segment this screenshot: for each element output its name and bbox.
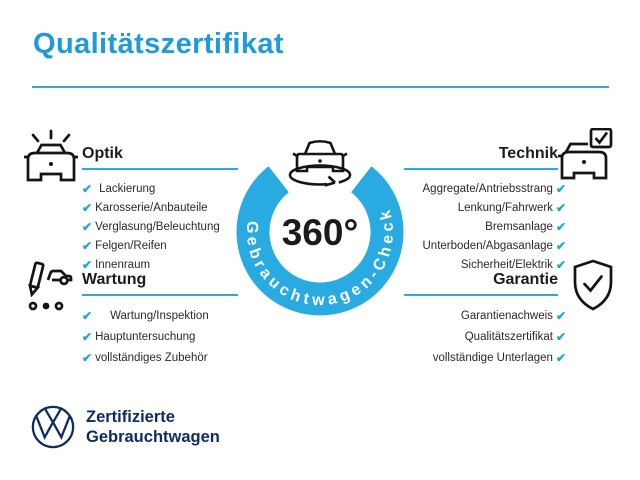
item-label: Bremsanlage	[485, 220, 553, 233]
item-label: Unterboden/Abgasanlage	[422, 239, 553, 252]
footer-line2: Gebrauchtwagen	[86, 428, 220, 447]
section-underline	[82, 168, 238, 170]
check-icon: ✔	[82, 350, 93, 365]
page-title: Qualitätszertifikat	[33, 28, 284, 60]
check-icon: ✔	[82, 200, 93, 215]
item-label: Lackierung	[99, 182, 156, 195]
section-underline	[82, 294, 238, 296]
section-heading-technik: Technik	[498, 145, 558, 162]
list-item	[82, 347, 238, 368]
list-item	[404, 198, 566, 217]
list-item	[404, 305, 566, 326]
item-label: Garantienachweis	[460, 309, 553, 322]
check-icon: ✔	[555, 329, 566, 344]
section-optik	[82, 144, 238, 274]
section-heading-wartung: Wartung	[82, 271, 147, 288]
car-360-icon	[290, 141, 350, 189]
list-item	[82, 236, 238, 255]
item-label: Felgen/Reifen	[95, 239, 167, 252]
check-icon: ✔	[555, 350, 566, 365]
car-checkbox-icon	[558, 128, 614, 180]
check-icon: ✔	[82, 219, 93, 234]
list-item	[404, 326, 566, 347]
list-item	[82, 179, 238, 198]
optik-checklist	[82, 179, 238, 274]
list-item	[404, 236, 566, 255]
check-icon: ✔	[555, 219, 566, 234]
item-label: Hauptuntersuchung	[95, 330, 196, 343]
check-icon: ✔	[555, 181, 566, 196]
badge-360-check	[218, 130, 422, 334]
technik-checklist	[404, 179, 566, 274]
check-icon: ✔	[82, 181, 93, 196]
shield-check-icon	[570, 258, 616, 312]
check-icon: ✔	[555, 257, 566, 272]
footer-brand-text	[86, 407, 220, 448]
list-item	[82, 217, 238, 236]
section-heading-garantie: Garantie	[493, 271, 558, 288]
ring-label: Gebrauchtwagen-Check	[242, 204, 398, 310]
item-label: Verglasung/Beleuchtung	[95, 220, 220, 233]
header-divider	[32, 86, 609, 88]
list-item	[404, 347, 566, 368]
check-icon: ✔	[82, 329, 93, 344]
service-log-icon	[23, 260, 77, 314]
section-underline	[404, 168, 558, 170]
item-label: vollständige Unterlagen	[432, 351, 553, 364]
item-label: Aggregate/Antriebsstrang	[422, 182, 553, 195]
check-icon: ✔	[82, 308, 93, 323]
list-item	[404, 217, 566, 236]
item-label: Wartung/Inspektion	[110, 309, 209, 322]
vw-logo	[30, 404, 76, 450]
item-label: Sicherheit/Elektrik	[460, 258, 553, 271]
car-shine-icon	[24, 126, 78, 184]
check-icon: ✔	[555, 238, 566, 253]
check-icon: ✔	[82, 238, 93, 253]
list-item	[82, 326, 238, 347]
item-label: Lenkung/Fahrwerk	[457, 201, 553, 214]
check-icon: ✔	[555, 308, 566, 323]
wartung-checklist	[82, 305, 238, 368]
section-wartung	[82, 270, 238, 368]
check-icon: ✔	[82, 257, 93, 272]
section-technik	[404, 144, 566, 274]
garantie-checklist	[404, 305, 566, 368]
check-icon: ✔	[555, 200, 566, 215]
section-garantie	[404, 270, 566, 368]
list-item	[404, 179, 566, 198]
item-label: Innenraum	[95, 258, 151, 271]
item-label: vollständiges Zubehör	[95, 351, 208, 364]
section-heading-optik: Optik	[82, 145, 123, 162]
list-item	[82, 198, 238, 217]
list-item	[82, 305, 238, 326]
item-label: Karosserie/Anbauteile	[95, 201, 208, 214]
section-underline	[404, 294, 558, 296]
degree-label: 360°	[281, 212, 359, 253]
item-label: Qualitätszertifikat	[464, 330, 553, 343]
footer-line1: Zertifizierte	[86, 408, 175, 426]
